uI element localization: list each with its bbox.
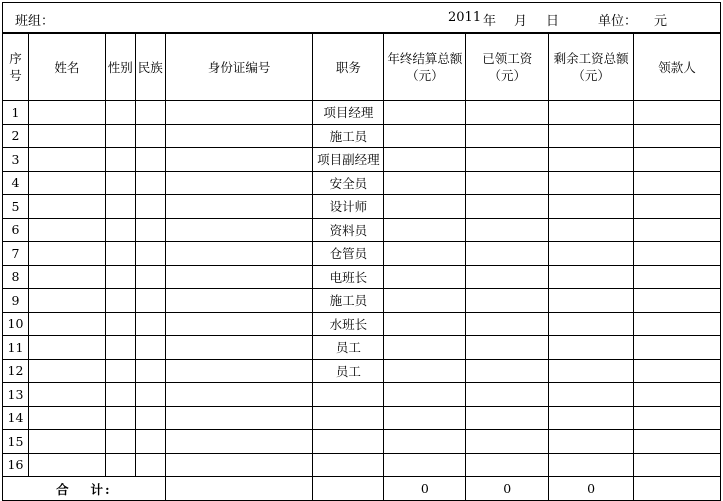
table-row	[3, 406, 721, 430]
year-end-total-cell	[384, 101, 466, 125]
name-cell	[28, 195, 105, 219]
table-body	[3, 101, 721, 477]
col-remaining-total	[549, 34, 634, 101]
totals-label	[3, 477, 166, 501]
position-cell: 安全员	[313, 171, 384, 195]
recipient-cell	[634, 453, 721, 477]
position-cell: 水班长	[313, 312, 384, 336]
ethnicity-cell	[135, 195, 165, 219]
month-label: 月	[514, 14, 528, 29]
ethnicity-cell	[135, 359, 165, 383]
ethnicity-cell	[135, 242, 165, 266]
year-end-total-cell	[384, 171, 466, 195]
ethnicity-cell	[135, 406, 165, 430]
col-year-end-total-label: 年终结算总额	[387, 51, 463, 66]
seq-cell: 12	[3, 359, 29, 383]
position-cell: 员工	[313, 359, 384, 383]
recipient-cell	[634, 289, 721, 313]
position-cell: 资料员	[313, 218, 384, 242]
paid-wages-cell	[466, 265, 549, 289]
name-cell	[28, 336, 105, 360]
gender-cell	[105, 218, 135, 242]
recipient-cell	[634, 218, 721, 242]
table-row	[3, 265, 721, 289]
id-number-cell	[165, 265, 313, 289]
gender-cell	[105, 195, 135, 219]
paid-wages-cell	[466, 336, 549, 360]
table-row	[3, 195, 721, 219]
seq-cell: 9	[3, 289, 29, 313]
paid-wages-cell	[466, 383, 549, 407]
name-cell	[28, 312, 105, 336]
remaining-total-cell	[549, 101, 634, 125]
unit-label: 单位：	[598, 14, 638, 29]
gender-cell	[105, 336, 135, 360]
name-cell	[28, 406, 105, 430]
year-end-total-cell	[384, 383, 466, 407]
recipient-cell	[634, 312, 721, 336]
recipient-cell	[634, 171, 721, 195]
totals-recipient-cell	[634, 477, 721, 501]
remaining-total-cell	[549, 218, 634, 242]
position-cell	[313, 430, 384, 454]
paid-wages-cell	[466, 195, 549, 219]
paid-wages-cell	[466, 124, 549, 148]
id-number-cell	[165, 359, 313, 383]
unit-value: 元	[654, 14, 668, 29]
name-cell	[28, 359, 105, 383]
col-paid-wages-label: 已领工资	[482, 51, 533, 66]
year-end-total-cell	[384, 359, 466, 383]
position-cell	[313, 406, 384, 430]
position-cell: 员工	[313, 336, 384, 360]
id-number-cell	[165, 336, 313, 360]
seq-cell: 16	[3, 453, 29, 477]
col-name: 姓名	[28, 34, 105, 101]
position-cell: 施工员	[313, 289, 384, 313]
remaining-total-cell	[549, 453, 634, 477]
col-paid-wages	[466, 34, 549, 101]
name-cell	[28, 124, 105, 148]
recipient-cell	[634, 406, 721, 430]
table-row	[3, 430, 721, 454]
paid-wages-cell	[466, 218, 549, 242]
year-end-total-cell	[384, 312, 466, 336]
remaining-total-cell	[549, 406, 634, 430]
ethnicity-cell	[135, 453, 165, 477]
table-row	[3, 453, 721, 477]
paid-wages-cell	[466, 148, 549, 172]
gender-cell	[105, 312, 135, 336]
ethnicity-cell	[135, 218, 165, 242]
col-year-end-total	[384, 34, 466, 101]
id-number-cell	[165, 289, 313, 313]
recipient-cell	[634, 359, 721, 383]
name-cell	[28, 289, 105, 313]
ethnicity-cell	[135, 312, 165, 336]
gender-cell	[105, 242, 135, 266]
seq-cell: 3	[3, 148, 29, 172]
name-cell	[28, 171, 105, 195]
day-label: 日	[546, 14, 560, 29]
paid-wages-cell	[466, 101, 549, 125]
year-end-total-cell	[384, 453, 466, 477]
seq-cell: 14	[3, 406, 29, 430]
gender-cell	[105, 101, 135, 125]
position-cell: 设计师	[313, 195, 384, 219]
col-id-number: 身份证编号	[165, 34, 313, 101]
table-row	[3, 383, 721, 407]
id-number-cell	[165, 242, 313, 266]
gender-cell	[105, 383, 135, 407]
position-cell	[313, 453, 384, 477]
seq-cell: 6	[3, 218, 29, 242]
year-end-total-cell	[384, 218, 466, 242]
id-number-cell	[165, 218, 313, 242]
name-cell	[28, 265, 105, 289]
remaining-total-cell	[549, 289, 634, 313]
recipient-cell	[634, 336, 721, 360]
seq-cell: 15	[3, 430, 29, 454]
ethnicity-cell	[135, 430, 165, 454]
year-end-total-cell	[384, 430, 466, 454]
paid-wages-cell	[466, 406, 549, 430]
remaining-total-cell	[549, 312, 634, 336]
name-cell	[28, 148, 105, 172]
wage-sheet	[2, 2, 721, 498]
name-cell	[28, 430, 105, 454]
remaining-total-cell	[549, 124, 634, 148]
gender-cell	[105, 430, 135, 454]
id-number-cell	[165, 430, 313, 454]
ethnicity-cell	[135, 265, 165, 289]
col-seq: 序号	[3, 34, 29, 101]
seq-cell: 2	[3, 124, 29, 148]
gender-cell	[105, 124, 135, 148]
table-row	[3, 242, 721, 266]
gender-cell	[105, 289, 135, 313]
table-row	[3, 101, 721, 125]
id-number-cell	[165, 124, 313, 148]
year-end-total-cell	[384, 289, 466, 313]
gender-cell	[105, 453, 135, 477]
table-row	[3, 289, 721, 313]
recipient-cell	[634, 124, 721, 148]
year-end-total-cell	[384, 242, 466, 266]
col-recipient: 领款人	[634, 34, 721, 101]
totals-year-end-total: 0	[384, 477, 466, 501]
name-cell	[28, 242, 105, 266]
team-label: 班组：	[15, 14, 55, 29]
seq-cell: 8	[3, 265, 29, 289]
paid-wages-cell	[466, 171, 549, 195]
table-row	[3, 312, 721, 336]
col-paid-wages-unit: （元）	[488, 68, 526, 83]
recipient-cell	[634, 101, 721, 125]
remaining-total-cell	[549, 430, 634, 454]
table-row	[3, 359, 721, 383]
remaining-total-cell	[549, 336, 634, 360]
id-number-cell	[165, 383, 313, 407]
paid-wages-cell	[466, 242, 549, 266]
ethnicity-cell	[135, 101, 165, 125]
year-end-total-cell	[384, 406, 466, 430]
year-end-total-cell	[384, 336, 466, 360]
col-position: 职务	[313, 34, 384, 101]
id-number-cell	[165, 406, 313, 430]
seq-cell: 10	[3, 312, 29, 336]
position-cell: 电班长	[313, 265, 384, 289]
year-label: 年	[483, 14, 497, 29]
ethnicity-cell	[135, 171, 165, 195]
table-row	[3, 171, 721, 195]
remaining-total-cell	[549, 359, 634, 383]
remaining-total-cell	[549, 383, 634, 407]
totals-id-cell	[165, 477, 313, 501]
totals-paid-wages: 0	[466, 477, 549, 501]
seq-cell: 5	[3, 195, 29, 219]
totals-row	[3, 477, 721, 501]
position-cell: 项目副经理	[313, 148, 384, 172]
table-row	[3, 124, 721, 148]
seq-cell: 13	[3, 383, 29, 407]
paid-wages-cell	[466, 289, 549, 313]
id-number-cell	[165, 148, 313, 172]
remaining-total-cell	[549, 148, 634, 172]
recipient-cell	[634, 148, 721, 172]
seq-cell: 11	[3, 336, 29, 360]
recipient-cell	[634, 242, 721, 266]
col-year-end-total-unit: （元）	[406, 68, 444, 83]
year-end-total-cell	[384, 124, 466, 148]
id-number-cell	[165, 101, 313, 125]
id-number-cell	[165, 453, 313, 477]
wage-table	[2, 33, 721, 501]
paid-wages-cell	[466, 453, 549, 477]
position-cell	[313, 383, 384, 407]
name-cell	[28, 453, 105, 477]
sheet-header	[2, 2, 721, 33]
recipient-cell	[634, 383, 721, 407]
table-row	[3, 148, 721, 172]
remaining-total-cell	[549, 265, 634, 289]
remaining-total-cell	[549, 171, 634, 195]
name-cell	[28, 218, 105, 242]
seq-cell: 1	[3, 101, 29, 125]
position-cell: 仓管员	[313, 242, 384, 266]
col-remaining-total-label: 剩余工资总额	[553, 51, 629, 66]
position-cell: 项目经理	[313, 101, 384, 125]
totals-position-cell	[313, 477, 384, 501]
year-end-total-cell	[384, 195, 466, 219]
year-value: 2011	[448, 10, 482, 25]
ethnicity-cell	[135, 289, 165, 313]
gender-cell	[105, 265, 135, 289]
year-end-total-cell	[384, 265, 466, 289]
col-ethnicity: 民族	[135, 34, 165, 101]
ethnicity-cell	[135, 148, 165, 172]
recipient-cell	[634, 265, 721, 289]
id-number-cell	[165, 312, 313, 336]
ethnicity-cell	[135, 336, 165, 360]
id-number-cell	[165, 195, 313, 219]
position-cell: 施工员	[313, 124, 384, 148]
gender-cell	[105, 148, 135, 172]
seq-cell: 7	[3, 242, 29, 266]
paid-wages-cell	[466, 312, 549, 336]
totals-remaining-total: 0	[549, 477, 634, 501]
remaining-total-cell	[549, 242, 634, 266]
name-cell	[28, 383, 105, 407]
id-number-cell	[165, 171, 313, 195]
totals-label-a: 合	[56, 481, 71, 497]
paid-wages-cell	[466, 430, 549, 454]
paid-wages-cell	[466, 359, 549, 383]
year-end-total-cell	[384, 148, 466, 172]
ethnicity-cell	[135, 383, 165, 407]
col-remaining-total-unit: （元）	[572, 68, 610, 83]
seq-cell: 4	[3, 171, 29, 195]
name-cell	[28, 101, 105, 125]
totals-label-b: 计:	[90, 481, 112, 497]
remaining-total-cell	[549, 195, 634, 219]
col-gender: 性别	[105, 34, 135, 101]
recipient-cell	[634, 195, 721, 219]
recipient-cell	[634, 430, 721, 454]
gender-cell	[105, 171, 135, 195]
table-row	[3, 218, 721, 242]
gender-cell	[105, 406, 135, 430]
table-row	[3, 336, 721, 360]
ethnicity-cell	[135, 124, 165, 148]
header-row	[3, 34, 721, 101]
gender-cell	[105, 359, 135, 383]
